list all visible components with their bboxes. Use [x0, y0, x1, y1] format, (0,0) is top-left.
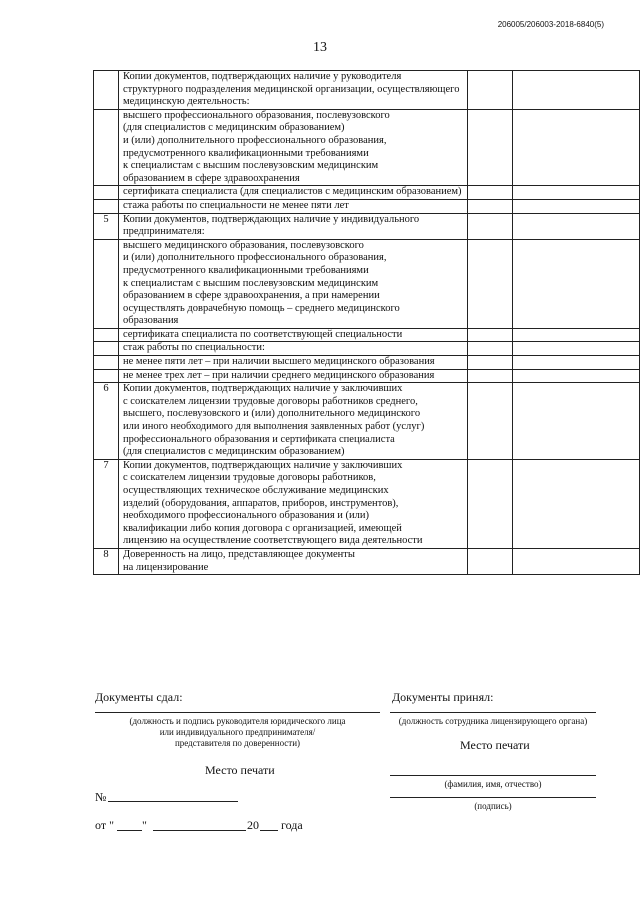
date-year-prefix: 20 [247, 818, 259, 832]
row-cell-empty [468, 383, 513, 460]
row-cell-empty [513, 328, 640, 342]
table-row [94, 548, 640, 574]
row-cell-empty [468, 213, 513, 239]
accepted-name-caption: (фамилия, имя, отчество) [444, 779, 542, 789]
page-number: 13 [313, 40, 327, 55]
table-row [94, 199, 640, 213]
row-cell-empty [468, 199, 513, 213]
submitted-caption: (должность и подпись руководителя юридического лица или индивидуального предпринимателя/ представителя по доверенности) [129, 716, 346, 748]
right-stamp-place: Место печати [460, 738, 530, 752]
row-text: высшего профессионального образования, послевузовского (для специалистов с медицинским образованием) и (или) дополнительного профессионального образования, предусмотренного квалификационными требованиями к специалистам с высшим послевузовским медицинским образованием в сфере здравоохранения [119, 109, 468, 186]
row-text: высшего медицинского образования, послевузовского и (или) дополнительного профессионального образования, предусмотренного квалификационными требованиями к специалистам с высшим послевузовским медицинским образованием в сфере здравоохранения, а при намерении осуществлять доврачебную помощь – среднего медицинского образования [119, 239, 468, 328]
row-number: 8 [94, 548, 119, 574]
row-text: Копии документов, подтверждающих наличие у руководителя структурного подразделения медицинской организации, осуществляющего медицинскую деятельность: [119, 71, 468, 110]
row-number [94, 369, 119, 383]
row-text: Копии документов, подтверждающих наличие у заключивших с соискателем лицензии трудовые договоры работников среднего, высшего, послевузовского и (или) дополнительного медицинского или иного необходимого для выполнения заявленных работ (услуг) профессионального образования и сертификата специалиста (для специалистов с медицинским образованием) [119, 383, 468, 460]
row-text: стаж работы по специальности: [119, 342, 468, 356]
accepted-label: Документы принял: [392, 690, 494, 704]
row-cell-empty [513, 71, 640, 110]
row-cell-empty [468, 239, 513, 328]
date-year-suffix: года [281, 818, 303, 832]
submitted-signature-line [95, 712, 380, 713]
row-cell-empty [513, 213, 640, 239]
accepted-signature-line [390, 797, 596, 798]
date-from-label: от " [95, 818, 114, 832]
row-cell-empty [468, 548, 513, 574]
table-row [94, 356, 640, 370]
accepted-position-line [390, 712, 596, 713]
row-text: сертификата специалиста по соответствующей специальности [119, 328, 468, 342]
row-cell-empty [468, 186, 513, 200]
document-id: 206005/206003-2018-6840(5) [497, 20, 604, 29]
row-cell-empty [468, 369, 513, 383]
row-number: 6 [94, 383, 119, 460]
row-cell-empty [513, 109, 640, 186]
row-cell-empty [513, 383, 640, 460]
row-text: Копии документов, подтверждающих наличие у индивидуального предпринимателя: [119, 213, 468, 239]
row-number [94, 328, 119, 342]
row-number [94, 71, 119, 110]
row-cell-empty [513, 459, 640, 548]
row-cell-empty [468, 459, 513, 548]
date-year-line [260, 830, 278, 831]
documents-table [93, 70, 640, 575]
table-row [94, 213, 640, 239]
table-row [94, 369, 640, 383]
row-cell-empty [513, 369, 640, 383]
row-number [94, 186, 119, 200]
row-text: Копии документов, подтверждающих наличие у заключивших с соискателем лицензии трудовые договоры работников, осуществляющих техническое обслуживание медицинских изделий (оборудования, аппаратов, приборов, инструментов), необходимого профессионального образования и (или) квалификации либо копия договора с организацией, имеющей лицензию на осуществление соответствующего вида деятельности [119, 459, 468, 548]
row-cell-empty [513, 342, 640, 356]
accepted-position-caption: (должность сотрудника лицензирующего органа) [398, 716, 588, 726]
accepted-signature-caption: (подпись) [474, 801, 512, 811]
table-row [94, 239, 640, 328]
row-number: 7 [94, 459, 119, 548]
row-cell-empty [513, 239, 640, 328]
number-label: № [95, 790, 107, 804]
table-row [94, 328, 640, 342]
table-row [94, 71, 640, 110]
row-cell-empty [468, 342, 513, 356]
row-cell-empty [513, 199, 640, 213]
row-number [94, 199, 119, 213]
date-month-line [153, 830, 246, 831]
table-row [94, 459, 640, 548]
submitted-label: Документы сдал: [95, 690, 183, 704]
row-number [94, 342, 119, 356]
row-cell-empty [513, 356, 640, 370]
left-stamp-place: Место печати [205, 763, 275, 777]
table-row [94, 342, 640, 356]
number-line [108, 801, 238, 802]
row-text: сертификата специалиста (для специалистов с медицинским образованием) [119, 186, 468, 200]
row-number [94, 239, 119, 328]
row-number [94, 109, 119, 186]
row-cell-empty [468, 356, 513, 370]
row-text: не менее пяти лет – при наличии высшего медицинского образования [119, 356, 468, 370]
row-number: 5 [94, 213, 119, 239]
row-cell-empty [468, 71, 513, 110]
date-day-line [117, 830, 142, 831]
row-cell-empty [513, 186, 640, 200]
row-text: не менее трех лет – при наличии среднего медицинского образования [119, 369, 468, 383]
table-row [94, 109, 640, 186]
row-text: стажа работы по специальности не менее пяти лет [119, 199, 468, 213]
table-row [94, 383, 640, 460]
table-row [94, 186, 640, 200]
accepted-name-line [390, 775, 596, 776]
row-text: Доверенность на лицо, представляющее документы на лицензирование [119, 548, 468, 574]
row-cell-empty [513, 548, 640, 574]
row-number [94, 356, 119, 370]
date-quote-close: " [142, 818, 147, 832]
row-cell-empty [468, 109, 513, 186]
row-cell-empty [468, 328, 513, 342]
